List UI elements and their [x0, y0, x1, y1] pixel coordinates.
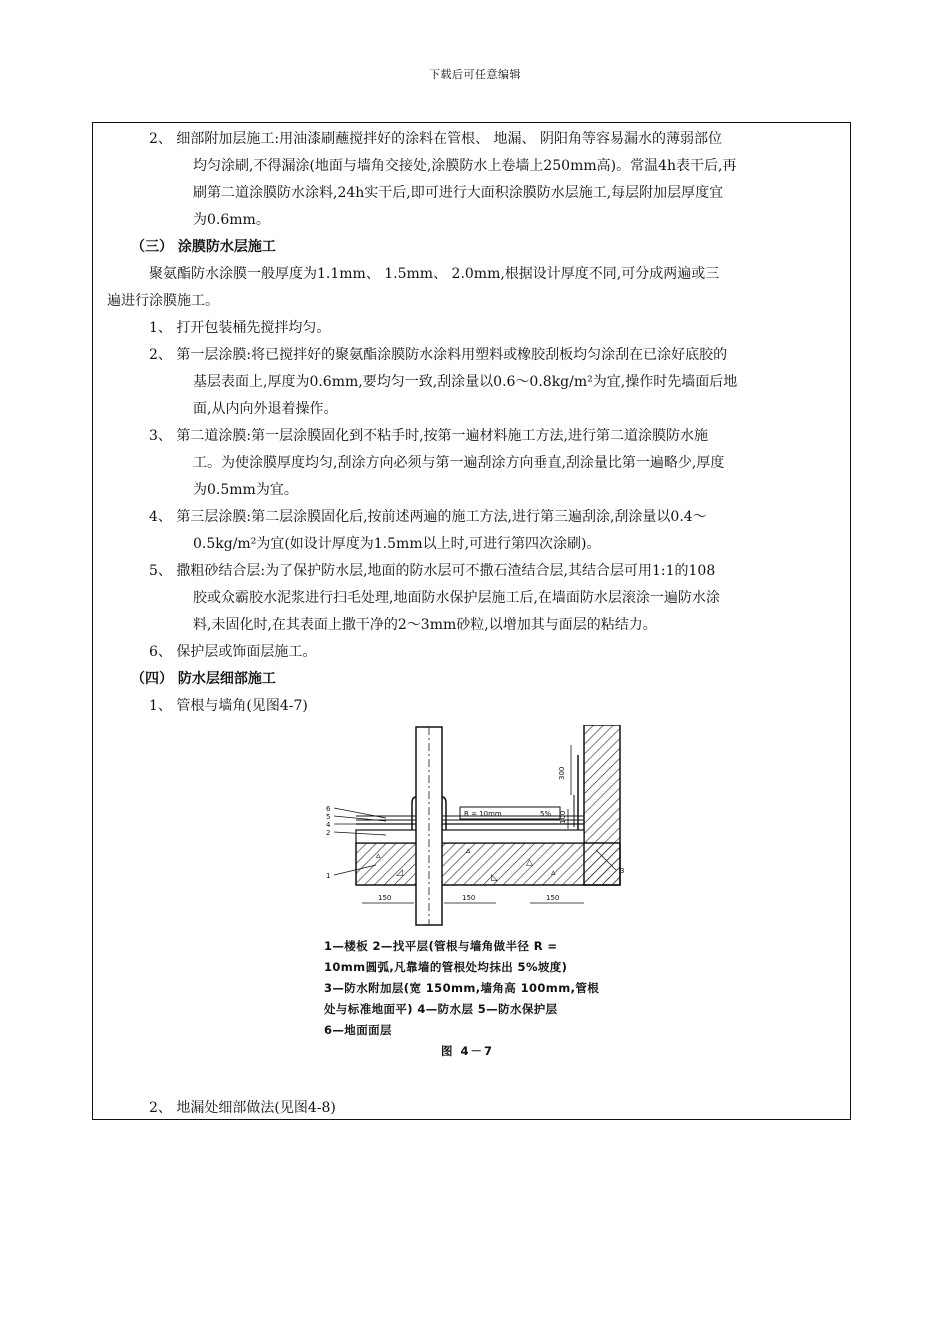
pipe-wall-detail-drawing — [316, 725, 636, 930]
paragraph-line: 料,未固化时,在其表面上撒干净的2～3mm砂粒,以增加其与面层的粘结力。 — [193, 617, 657, 633]
svg-text:◿: ◿ — [396, 868, 403, 878]
layer-number: 4 — [326, 821, 331, 829]
list-item: 4、 第三层涂膜:第二层涂膜固化后,按前述两遍的施工方法,进行第三遍刮涂,刮涂量以0.4～ — [149, 509, 707, 525]
layer-number: 3 — [620, 867, 625, 875]
section-heading: （三） 涂膜防水层施工 — [131, 239, 276, 255]
list-item: 2、 第一层涂膜:将已搅拌好的聚氨酯涂膜防水涂料用塑料或橡胶刮板均匀涂刮在已涂好底胶的 — [149, 347, 728, 363]
list-item: 1、 管根与墙角(见图4-7) — [149, 698, 308, 714]
list-item: 2、 地漏处细部做法(见图4-8) — [149, 1100, 336, 1116]
paragraph-line: 均匀涂刷,不得漏涂(地面与墙角交接处,涂膜防水上卷墙上250mm高)。常温4h表干后,再 — [193, 158, 737, 174]
list-item: 1、 打开包装桶先搅拌均匀。 — [149, 320, 331, 336]
figure-caption: 1—楼板 2—找平层(管根与墙角做半径 R = 10mm圆弧,凡靠墙的管根处均抹出 5%坡度) 3—防水附加层(宽 150mm,墙角高 100mm,管根 处与标准地面平) 4—防水层 5—防水保护层 6—地面面层 — [324, 939, 600, 1037]
list-item: 6、 保护层或饰面层施工。 — [149, 644, 317, 660]
radius-note: R = 10mm — [464, 810, 502, 818]
list-item: 3、 第二道涂膜:第一层涂膜固化到不粘手时,按第一遍材料施工方法,进行第二道涂膜防水施 — [149, 428, 708, 444]
figure-4-7 — [316, 725, 636, 1070]
layer-number: 6 — [326, 805, 331, 813]
paragraph-line: 聚氨酯防水涂膜一般厚度为1.1mm、 1.5mm、 2.0mm,根据设计厚度不同,可分成两遍或三 — [149, 266, 720, 282]
paragraph-line: 刷第二道涂膜防水涂料,24h实干后,即可进行大面积涂膜防水层施工,每层附加层厚度宜 — [193, 185, 724, 201]
paragraph-line: 工。为使涂膜厚度均匀,刮涂方向必须与第一遍刮涂方向垂直,刮涂量比第一遍略少,厚度 — [193, 455, 725, 471]
dim-150-mid: 150 — [462, 894, 476, 902]
figure-label: 图 4－7 — [441, 1044, 495, 1058]
paragraph-line: 为0.5mm为宜。 — [193, 482, 298, 498]
floor-slab — [356, 843, 620, 885]
leveling-layer — [356, 830, 584, 843]
paragraph-line: 遍进行涂膜施工。 — [107, 293, 219, 309]
paragraph-line: 2、 细部附加层施工:用油漆刷蘸搅拌好的涂料在管根、 地漏、 阴阳角等容易漏水的薄弱部位 — [149, 131, 722, 147]
section-heading: （四） 防水层细部施工 — [131, 671, 276, 687]
paragraph-line: 0.5kg/m²为宜(如设计厚度为1.5mm以上时,可进行第四次涂刷)。 — [193, 536, 601, 552]
dim-100: 100 — [559, 810, 567, 824]
list-item: 5、 撒粗砂结合层:为了保护防水层,地面的防水层可不撒石渣结合层,其结合层可用1:1的108 — [149, 563, 716, 579]
paragraph-line: 为0.6mm。 — [193, 212, 270, 228]
header-note: 下载后可任意编辑 — [429, 68, 521, 81]
dim-150-left: 150 — [378, 894, 392, 902]
layer-number: 2 — [326, 829, 331, 837]
layer-number: 1 — [326, 872, 331, 880]
paragraph-line: 基层表面上,厚度为0.6mm,要均匀一致,刮涂量以0.6～0.8kg/m²为宜,操作时先墙面后地 — [193, 374, 738, 390]
dim-300: 300 — [558, 766, 566, 780]
svg-text:▵: ▵ — [376, 851, 381, 861]
svg-text:△: △ — [526, 858, 533, 868]
layer-number: 5 — [326, 813, 331, 821]
paragraph-line: 面,从内向外退着操作。 — [193, 401, 338, 417]
dim-150-right: 150 — [546, 894, 560, 902]
svg-text:◺: ◺ — [491, 873, 498, 883]
svg-text:▵: ▵ — [466, 846, 471, 856]
paragraph-line: 胶或众霸胶水泥浆进行扫毛处理,地面防水保护层施工后,在墙面防水层滚涂一遍防水涂 — [193, 590, 720, 606]
svg-text:▵: ▵ — [551, 868, 556, 878]
slope-note: 5% — [540, 810, 552, 818]
